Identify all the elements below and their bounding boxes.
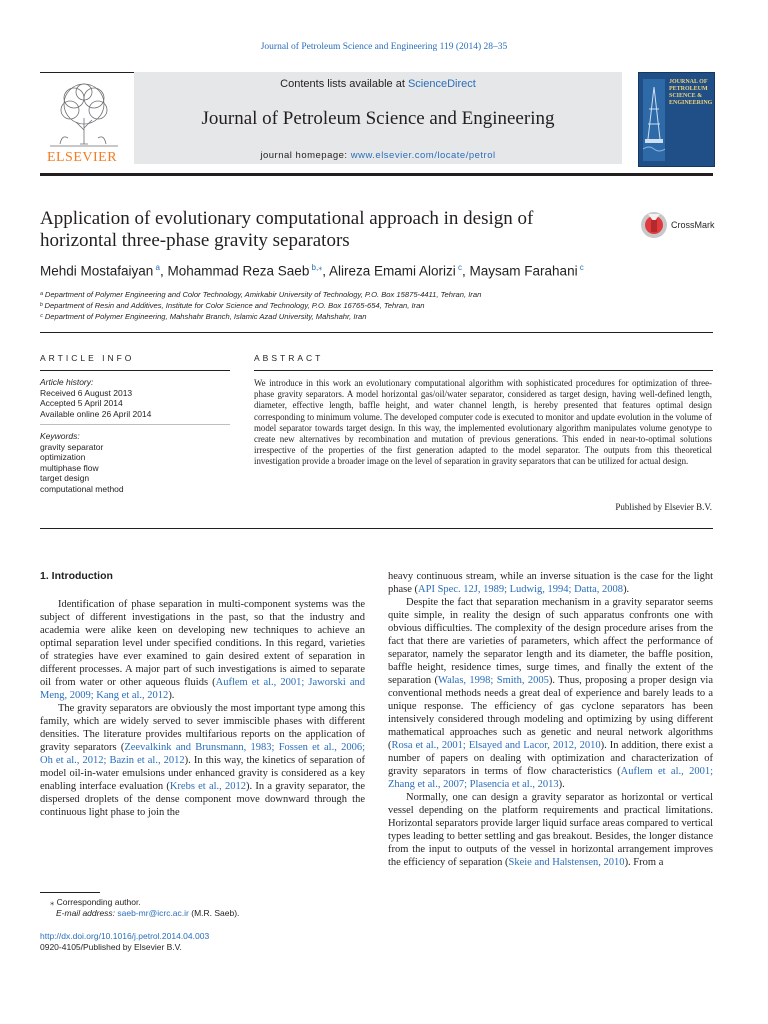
body-text: Despite the fact that separation mechanism in a gravity separator seems quite simple, in reality the design of such apparatus confronts one with obvious difficulties. The complexity of the design procedure arises from the fact that there are varieties of parameters, which affect the performance of separator, namely the separator length and its diameter, the baffle position, baffle height, residence times, surge times, and finally the extent of the separation (	[388, 597, 713, 686]
citation-link[interactable]: Auflem et al., 2001; Zhang et al., 2007; Plasencia et al., 2013	[388, 766, 713, 790]
keyword-list	[40, 442, 230, 495]
contents-line	[134, 78, 622, 90]
section-heading-introduction: 1. Introduction	[40, 570, 113, 582]
author-list	[40, 263, 720, 279]
journal-cover	[638, 72, 715, 167]
issn-line: 0920-4105/Published by Elsevier B.V.	[40, 942, 182, 952]
affiliation: ᵃ Department of Polymer Engineering and Color Technology, Amirkabir University of Technology, P.O. Box 15875-4411, Tehran, Iran	[40, 290, 482, 299]
elsevier-wordmark: ELSEVIER	[46, 150, 118, 165]
email-suffix: (M.R. Saeb).	[188, 908, 240, 918]
keyword: optimization	[40, 452, 86, 462]
paper-title: Application of evolutionary computational approach in design of horizontal three-phase gravity separators	[40, 208, 534, 251]
article-info-label: ARTICLE INFO	[40, 353, 135, 363]
article-info	[40, 377, 230, 494]
keyword: gravity separator	[40, 441, 104, 452]
affiliation: ᵇ Department of Resin and Additives, Institute for Color Science and Technology, P.O. Box 16765-654, Tehran, Iran	[40, 301, 425, 310]
doi-block	[40, 931, 380, 953]
citation-link[interactable]: Rosa et al., 2001; Elsayed and Lacor, 2012, 2010	[391, 740, 601, 751]
published-by: Published by Elsevier B.V.	[615, 502, 712, 512]
citation-link[interactable]: Krebs et al., 2012	[169, 781, 247, 792]
body-column-left	[40, 598, 365, 819]
keyword: multiphase flow	[40, 462, 99, 473]
body-text: The gravity separators are obviously the most important type among this family, which are widely served to sever immiscible phases with different densities. The literature provides multifarious reports on the application of gravity separators (	[40, 703, 365, 753]
body-text: ). From a	[624, 857, 664, 868]
author-affiliation-marker[interactable]: c	[455, 263, 463, 272]
journal-reference[interactable]: Journal of Petroleum Science and Engineering 119 (2014) 28–35	[260, 42, 508, 52]
footnote-rule	[40, 892, 100, 893]
author-separator: ,	[322, 263, 329, 279]
body-text: Identification of phase separation in multi-component systems was the subject of different investigations in the past, so that the industry and academia were alike keen on developing new techniques to achieve an optimal separation level under specified conditions. In this regard, varieties of strategies have ever examined to gain desired extent of separation in different processes. A major part of such investigations is aimed to separate oil from water or other aqueous fluids (	[40, 599, 365, 688]
abstract-text: We introduce in this work an evolutionary computational algorithm with sophisticated procedures for optimization of three-phase gravity separators. A model horizontal gas/oil/water separator, considered as target design, having well-defined length, diameter, effective length, baffle height, and water channel length, is hereby presented that features optimal design corresponding to minimum volume. The developed computer code is executed to monitor and update evolution in the volume of model separator towards target design. In this way, the implemented evolutionary algorithm manipulates volume genotype to create new alternatives by recombination and mutation of previous generations. This ended in near-to-optimal solutions irrespective of the properties of the first generation adapted to the model separator. The outputs from this theoretical investigation provide a broader image on the level of separation in gravity separators that can be utilized for actual design.	[254, 378, 712, 467]
corresponding-footnote	[40, 897, 380, 919]
body-text: ).	[168, 690, 175, 701]
history-label: Article history:	[40, 377, 94, 387]
body-paragraph	[40, 598, 365, 702]
author-name: Alireza Emami Alorizi	[329, 263, 456, 279]
homepage-link[interactable]: www.elsevier.com/locate/petrol	[350, 150, 496, 161]
author-name: Mehdi Mostafaiyan	[40, 263, 154, 279]
doi-link[interactable]: http://dx.doi.org/10.1016/j.petrol.2014.04.003	[40, 931, 210, 941]
affiliation: ᶜ Department of Polymer Engineering, Mahshahr Branch, Islamic Azad University, Mahshahr, Iran	[40, 312, 367, 321]
keyword: computational method	[40, 483, 124, 494]
body-text: ). Thus, proposing a proper design via conventional methods needs a great deal of experience and barely leads to a unique response. The efficiency of gas cyclone separators has been intensively considered through modeling and optimizing by using different mathematical approaches such as genetic and neural network algorithms (	[388, 675, 713, 751]
history-item: Available online 26 April 2014	[40, 408, 152, 419]
keywords-label: Keywords:	[40, 431, 80, 441]
citation-link[interactable]: Skeie and Halstensen, 2010	[508, 857, 625, 868]
keyword: target design	[40, 473, 90, 483]
author-separator: ,	[462, 263, 470, 279]
corresponding-author: ⁎ Corresponding author.	[50, 897, 141, 907]
body-text: ). In addition, there exist a number of papers on dealing with optimization and characterization of gravity separators in terms of flow characteristics (	[388, 740, 713, 777]
info-rule	[40, 370, 230, 371]
citation-link[interactable]: API Spec. 12J, 1989; Ludwig, 1994; Datta, 2008	[418, 584, 624, 595]
body-paragraph	[388, 570, 713, 596]
body-text: Normally, one can design a gravity separator as horizontal or vertical vessel depending on the platform requirements and practical limitations. Horizontal separators provide larger liquid surface areas compared to vertical types leading to better settling and gas breakout. Besides, the longer distance from the input to outputs of the vessel in horizontal arrangement improves the efficiency of separation (	[388, 792, 713, 868]
author-affiliation-marker[interactable]: b,⁎	[309, 263, 323, 272]
author-affiliation-marker[interactable]: c	[577, 263, 584, 272]
citation-link[interactable]: Auflem et al., 2001; Jaworski and Meng, 2009; Kang et al., 2012	[40, 677, 365, 701]
body-text: ).	[558, 779, 565, 790]
body-column-right	[388, 570, 713, 869]
crossmark-icon	[640, 210, 668, 240]
journal-homepage	[134, 150, 622, 161]
history-list	[40, 388, 230, 420]
abstract-rule	[254, 370, 713, 371]
rule-below-abstract	[40, 528, 713, 529]
crossmark-label: CrossMark	[671, 220, 715, 230]
email-label: E-mail address:	[56, 908, 118, 918]
header-bottom-rule	[40, 173, 713, 176]
history-item: Accepted 5 April 2014	[40, 398, 123, 408]
body-paragraph	[40, 702, 365, 819]
abstract-label: ABSTRACT	[254, 353, 324, 363]
email-link[interactable]: saeb-mr@icrc.ac.ir	[117, 908, 189, 918]
affiliation-list	[40, 289, 720, 322]
citation-link[interactable]: Walas, 1998; Smith, 2005	[438, 675, 549, 686]
body-paragraph	[388, 791, 713, 869]
body-text: heavy continuous stream, while an inverse situation is the case for the light phase (	[388, 571, 713, 595]
homepage-prefix: journal homepage:	[260, 150, 351, 161]
journal-title: Journal of Petroleum Science and Engineering	[201, 108, 555, 129]
contents-prefix: Contents lists available at	[280, 78, 408, 90]
body-text: ). In a gravity separator, the dispersed droplets of the dense component move downward through the continuous light phase to join the	[40, 781, 366, 818]
cover-title: JOURNAL OF PETROLEUM SCIENCE & ENGINEERING	[669, 79, 713, 106]
author-affiliation-marker[interactable]: a	[153, 263, 160, 272]
sciencedirect-link[interactable]: ScienceDirect	[407, 78, 476, 90]
citation-link[interactable]: Zeevalkink and Brunsmann, 1983; Fossen et al., 2006; Oh et al., 2012; Bazin et al., 2012	[40, 742, 365, 766]
crossmark-badge[interactable]	[640, 210, 720, 240]
history-item: Received 6 August 2013	[40, 387, 133, 398]
rule-above-info	[40, 332, 713, 333]
info-divider	[40, 424, 230, 425]
body-text: ). In this way, the kinetics of separation of model oil-in-water emulsions under enhanced gravity is considered as a key enabling interface evaluation (	[40, 755, 365, 792]
author-name: Mohammad Reza Saeb	[167, 263, 310, 279]
cover-rig-icon	[643, 79, 665, 161]
author-name: Maysam Farahani	[469, 263, 578, 279]
author-separator: ,	[159, 263, 168, 279]
body-text: ).	[623, 584, 630, 595]
body-paragraph	[388, 596, 713, 791]
email-line	[40, 908, 380, 919]
elsevier-tree-icon	[40, 78, 128, 158]
journal-header	[40, 72, 622, 164]
